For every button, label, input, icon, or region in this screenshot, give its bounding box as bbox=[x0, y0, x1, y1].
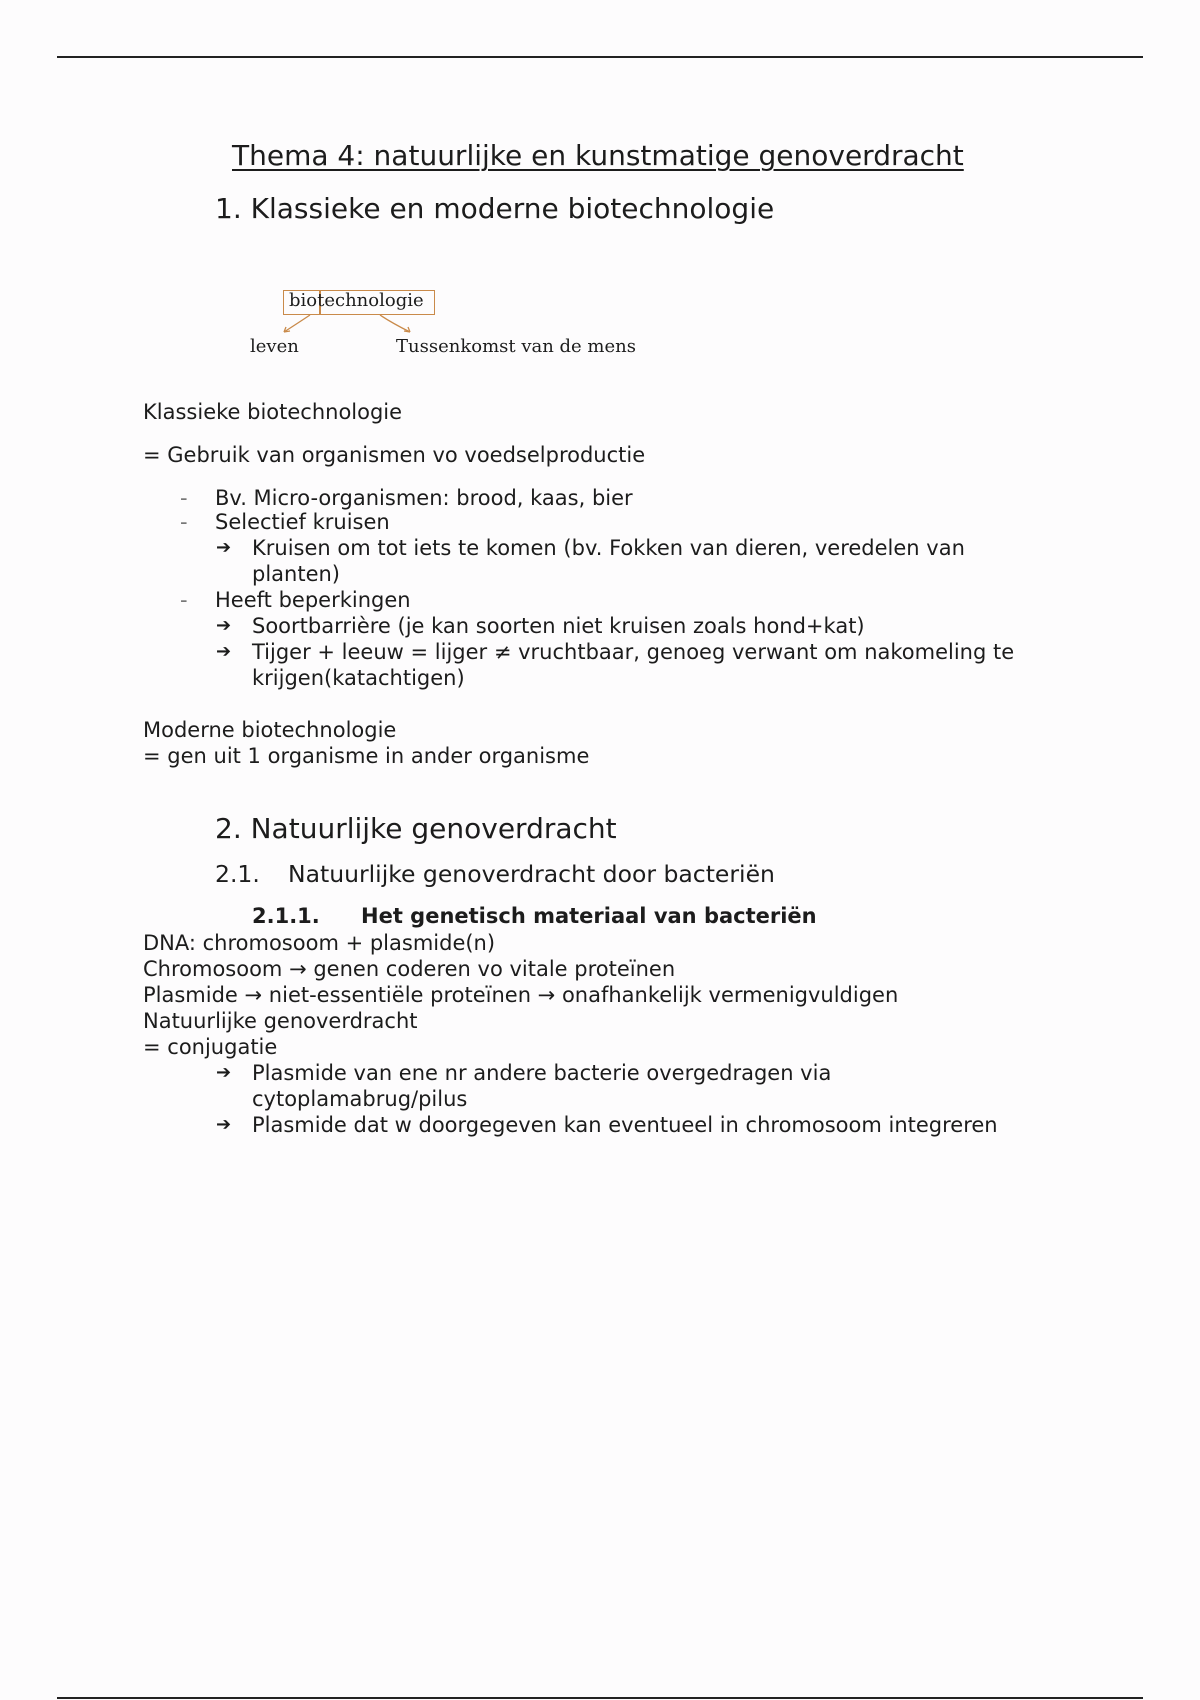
list-item: Selectief kruisen bbox=[215, 510, 390, 534]
diagram-arrows bbox=[270, 313, 420, 338]
text-line: Natuurlijke genoverdracht bbox=[143, 1009, 418, 1033]
klassiek-definition: = Gebruik van organismen vo voedselproductie bbox=[143, 443, 646, 467]
list-subitem: Kruisen om tot iets te komen (bv. Fokken van dieren, veredelen van bbox=[252, 536, 965, 560]
list-dash: - bbox=[180, 486, 188, 510]
list-item: Heeft beperkingen bbox=[215, 588, 411, 612]
arrow-icon: ➔ bbox=[216, 1114, 232, 1135]
list-item: Bv. Micro-organismen: brood, kaas, bier bbox=[215, 486, 633, 510]
list-dash: - bbox=[180, 510, 188, 534]
biotechnologie-word: biotechnologie bbox=[289, 290, 424, 311]
klassiek-heading: Klassieke biotechnologie bbox=[143, 400, 403, 424]
text-line: Plasmide → niet-essentiële proteïnen → onafhankelijk vermenigvuldigen bbox=[143, 983, 899, 1007]
top-rule bbox=[57, 56, 1143, 58]
arrow-icon: ➔ bbox=[216, 641, 232, 662]
modern-definition: = gen uit 1 organisme in ander organisme bbox=[143, 744, 590, 768]
arrow-icon: ➔ bbox=[216, 615, 232, 636]
list-subitem-continued: planten) bbox=[252, 562, 340, 586]
list-subitem: Plasmide dat w doorgegeven kan eventueel in chromosoom integreren bbox=[252, 1113, 998, 1137]
arrow-icon: ➔ bbox=[216, 1062, 232, 1083]
section-2-heading: 2. Natuurlijke genoverdracht bbox=[215, 812, 617, 845]
diagram-label-leven: leven bbox=[250, 336, 299, 357]
section-1-heading: 1. Klassieke en moderne biotechnologie bbox=[215, 192, 775, 225]
list-subitem: Tijger + leeuw = lijger ≠ vruchtbaar, genoeg verwant om nakomeling te bbox=[252, 640, 1015, 664]
text-line: DNA: chromosoom + plasmide(n) bbox=[143, 931, 496, 955]
subsection-heading: Natuurlijke genoverdracht door bacteriën bbox=[288, 860, 775, 888]
list-subitem: Plasmide van ene nr andere bacterie overgedragen via bbox=[252, 1061, 832, 1085]
subsection-number: 2.1. bbox=[215, 860, 260, 888]
arrow-icon: ➔ bbox=[216, 537, 232, 558]
list-dash: - bbox=[180, 588, 188, 612]
list-subitem-continued: krijgen(katachtigen) bbox=[252, 666, 465, 690]
modern-heading: Moderne biotechnologie bbox=[143, 718, 397, 742]
bottom-rule bbox=[57, 1697, 1143, 1699]
text-line: Chromosoom → genen coderen vo vitale proteïnen bbox=[143, 957, 676, 981]
page-title: Thema 4: natuurlijke en kunstmatige genoverdracht bbox=[232, 139, 964, 172]
list-subitem-continued: cytoplamabrug/pilus bbox=[252, 1087, 468, 1111]
diagram-label-tussenkomst: Tussenkomst van de mens bbox=[396, 336, 636, 357]
subsubsection-heading: Het genetisch materiaal van bacteriën bbox=[361, 904, 817, 928]
subsubsection-number: 2.1.1. bbox=[252, 904, 320, 928]
text-line: = conjugatie bbox=[143, 1035, 278, 1059]
list-subitem: Soortbarrière (je kan soorten niet kruisen zoals hond+kat) bbox=[252, 614, 865, 638]
